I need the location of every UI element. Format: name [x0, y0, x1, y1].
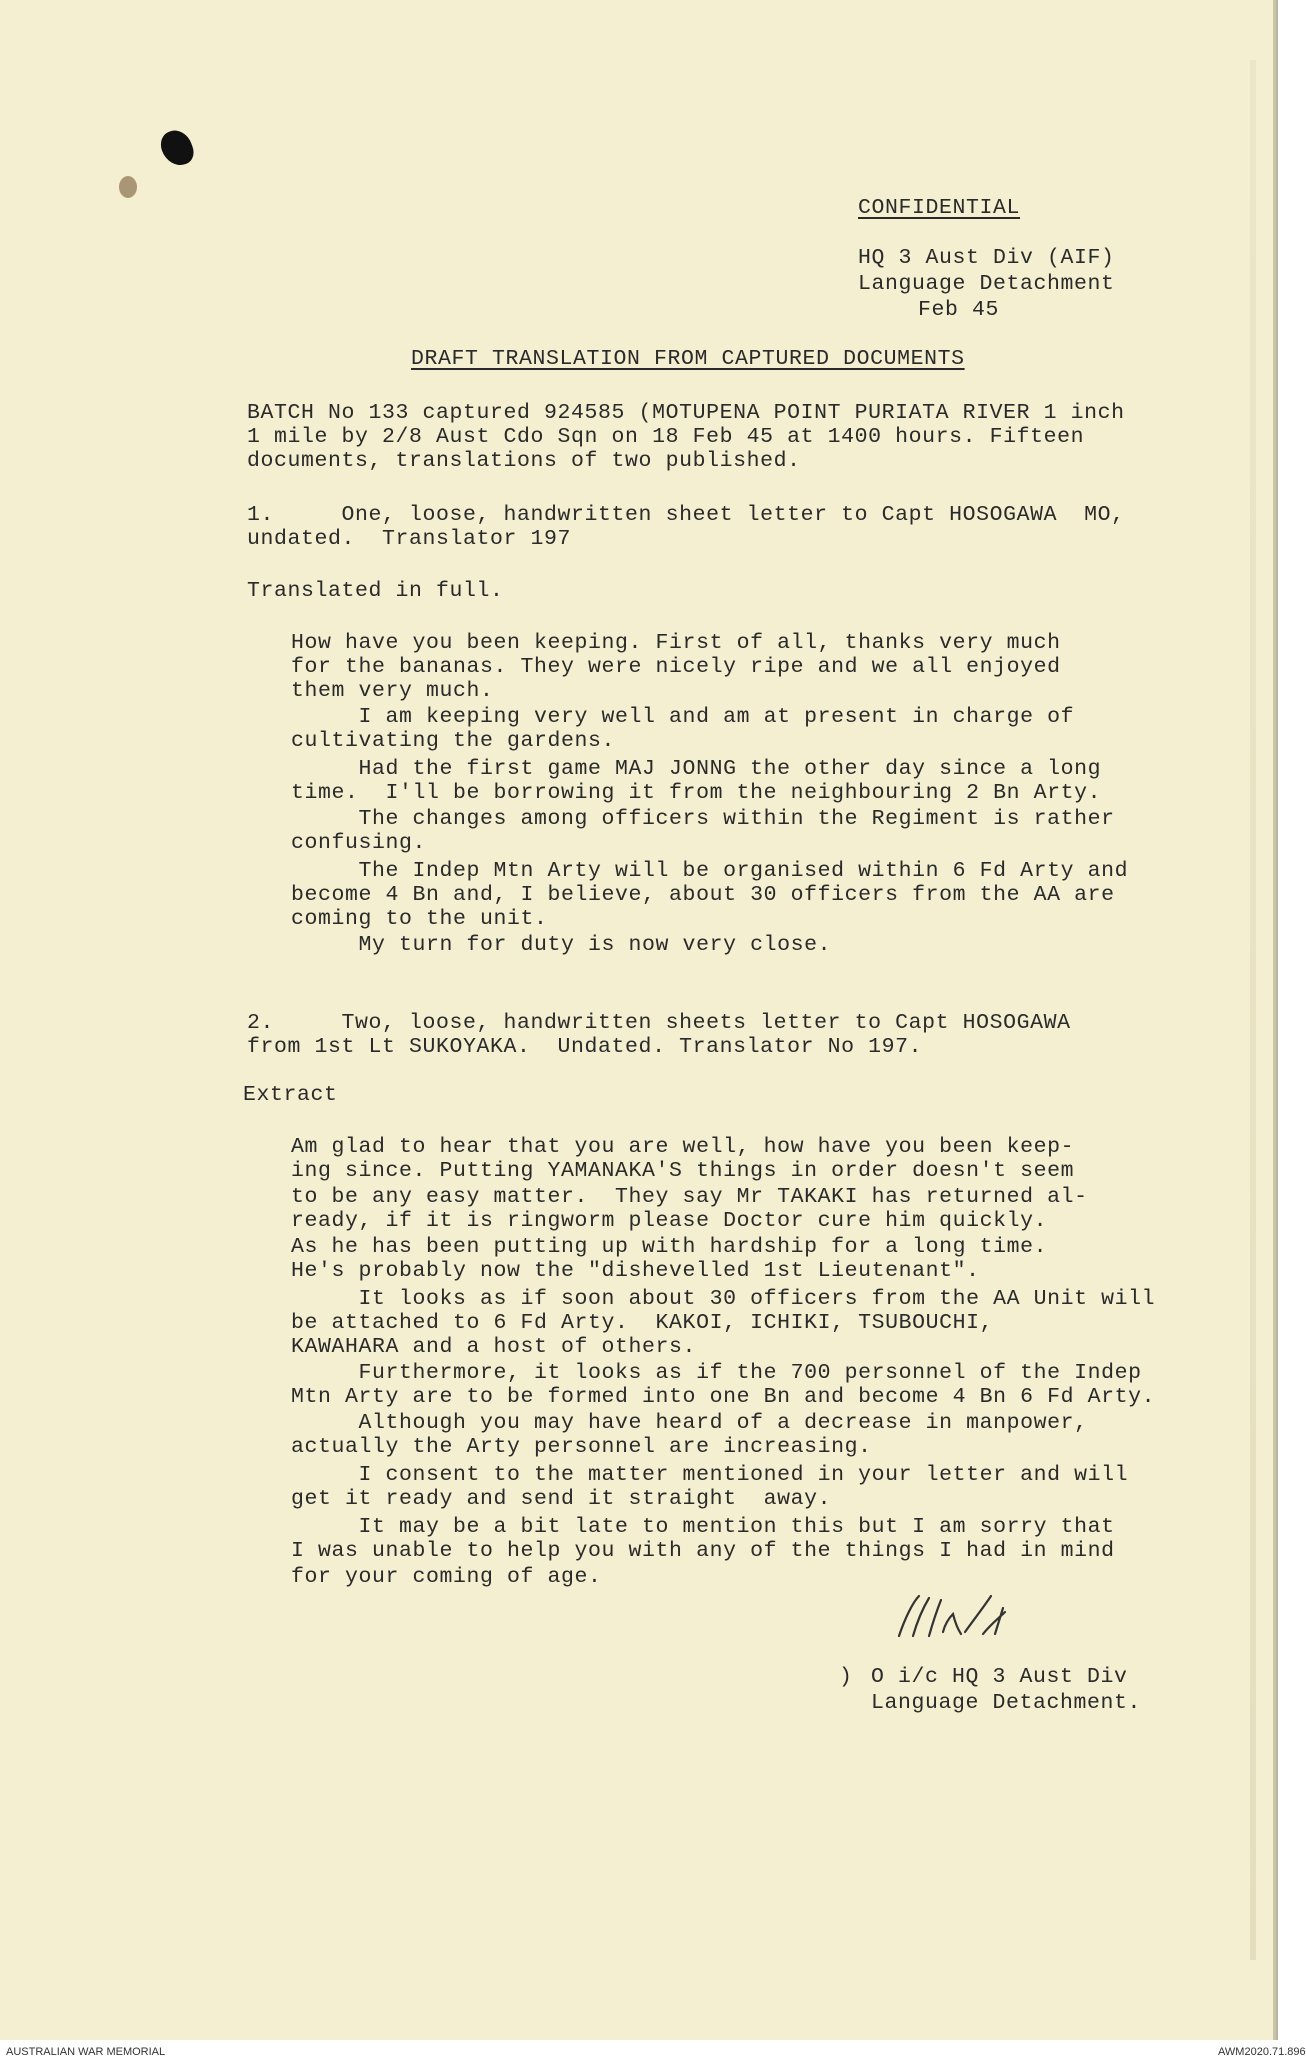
letter-line: actually the Arty personnel are increasing. [291, 1435, 872, 1459]
origin-line-1: HQ 3 Aust Div (AIF) [858, 246, 1115, 270]
document-title: DRAFT TRANSLATION FROM CAPTURED DOCUMENTS [411, 347, 965, 371]
origin-line-2: Language Detachment [858, 272, 1115, 296]
letter-line: for your coming of age. [291, 1565, 602, 1589]
item-heading-line: 1. One, loose, handwritten sheet letter to Capt HOSOGAWA MO, [247, 503, 1125, 527]
letter-line: get it ready and send it straight away. [291, 1487, 832, 1511]
letter-line: Am glad to hear that you are well, how have you been keep- [291, 1135, 1075, 1159]
letter-line: He's probably now the "dishevelled 1st Lieutenant". [291, 1259, 980, 1283]
letter-line: It looks as if soon about 30 officers from the AA Unit will [291, 1287, 1156, 1311]
letter-line: Had the first game MAJ JONNG the other day since a long [291, 757, 1102, 781]
letter-line: to be any easy matter. They say Mr TAKAKI has returned al- [291, 1185, 1088, 1209]
letter-line: As he has been putting up with hardship for a long time. [291, 1235, 1048, 1259]
signoff-bracket: ) [839, 1665, 853, 1689]
letter-line: I am keeping very well and am at present in charge of [291, 705, 1075, 729]
letter-line: ready, if it is ringworm please Doctor cure him quickly. [291, 1209, 1048, 1233]
footer-credit: AUSTRALIAN WAR MEMORIAL [6, 2046, 166, 2058]
classification-label: CONFIDENTIAL [858, 196, 1021, 220]
letter-line: The changes among officers within the Regiment is rather [291, 807, 1115, 831]
batch-line: documents, translations of two published. [247, 449, 801, 473]
letter-line: Furthermore, it looks as if the 700 personnel of the Indep [291, 1361, 1142, 1385]
letter-line: become 4 Bn and, I believe, about 30 officers from the AA are [291, 883, 1115, 907]
letter-line: How have you been keeping. First of all, thanks very much [291, 631, 1061, 655]
letter-line: time. I'll be borrowing it from the neighbouring 2 Bn Arty. [291, 781, 1102, 805]
handwritten-signature [895, 1588, 1035, 1648]
letter-line: My turn for duty is now very close. [291, 933, 832, 957]
ink-stain [157, 126, 198, 170]
letter-line: be attached to 6 Fd Arty. KAKOI, ICHIKI, TSUBOUCHI, [291, 1311, 994, 1335]
item-heading-line: 2. Two, loose, handwritten sheets letter to Capt HOSOGAWA [247, 1011, 1071, 1035]
signoff-line-2: Language Detachment. [871, 1691, 1142, 1715]
letter-line: Mtn Arty are to be formed into one Bn and become 4 Bn 6 Fd Arty. [291, 1385, 1156, 1409]
letter-line: cultivating the gardens. [291, 729, 616, 753]
letter-line: It may be a bit late to mention this but I am sorry that [291, 1515, 1115, 1539]
letter-line: them very much. [291, 679, 494, 703]
batch-line: 1 mile by 2/8 Aust Cdo Sqn on 18 Feb 45 at 1400 hours. Fifteen [247, 425, 1085, 449]
document-date: Feb 45 [918, 298, 1000, 322]
letter-line: The Indep Mtn Arty will be organised within 6 Fd Arty and [291, 859, 1129, 883]
rust-stain [119, 176, 137, 198]
signoff-line-1: O i/c HQ 3 Aust Div [871, 1665, 1128, 1689]
item-note: Translated in full. [247, 579, 504, 603]
item-heading-line: undated. Translator 197 [247, 527, 572, 551]
item-note: Extract [243, 1083, 338, 1107]
letter-line: confusing. [291, 831, 427, 855]
letter-line: for the bananas. They were nicely ripe and we all enjoyed [291, 655, 1061, 679]
letter-line: I consent to the matter mentioned in your letter and will [291, 1463, 1129, 1487]
letter-line: coming to the unit. [291, 907, 548, 931]
batch-line: BATCH No 133 captured 924585 (MOTUPENA POINT PURIATA RIVER 1 inch [247, 401, 1125, 425]
letter-line: I was unable to help you with any of the things I had in mind [291, 1539, 1115, 1563]
letter-line: ing since. Putting YAMANAKA'S things in order doesn't seem [291, 1159, 1075, 1183]
page-edge-shadow [1250, 60, 1256, 1960]
item-heading-line: from 1st Lt SUKOYAKA. Undated. Translator No 197. [247, 1035, 923, 1059]
letter-line: KAWAHARA and a host of others. [291, 1335, 697, 1359]
letter-line: Although you may have heard of a decrease in manpower, [291, 1411, 1088, 1435]
footer-accession-number: AWM2020.71.896 [1218, 2046, 1306, 2058]
